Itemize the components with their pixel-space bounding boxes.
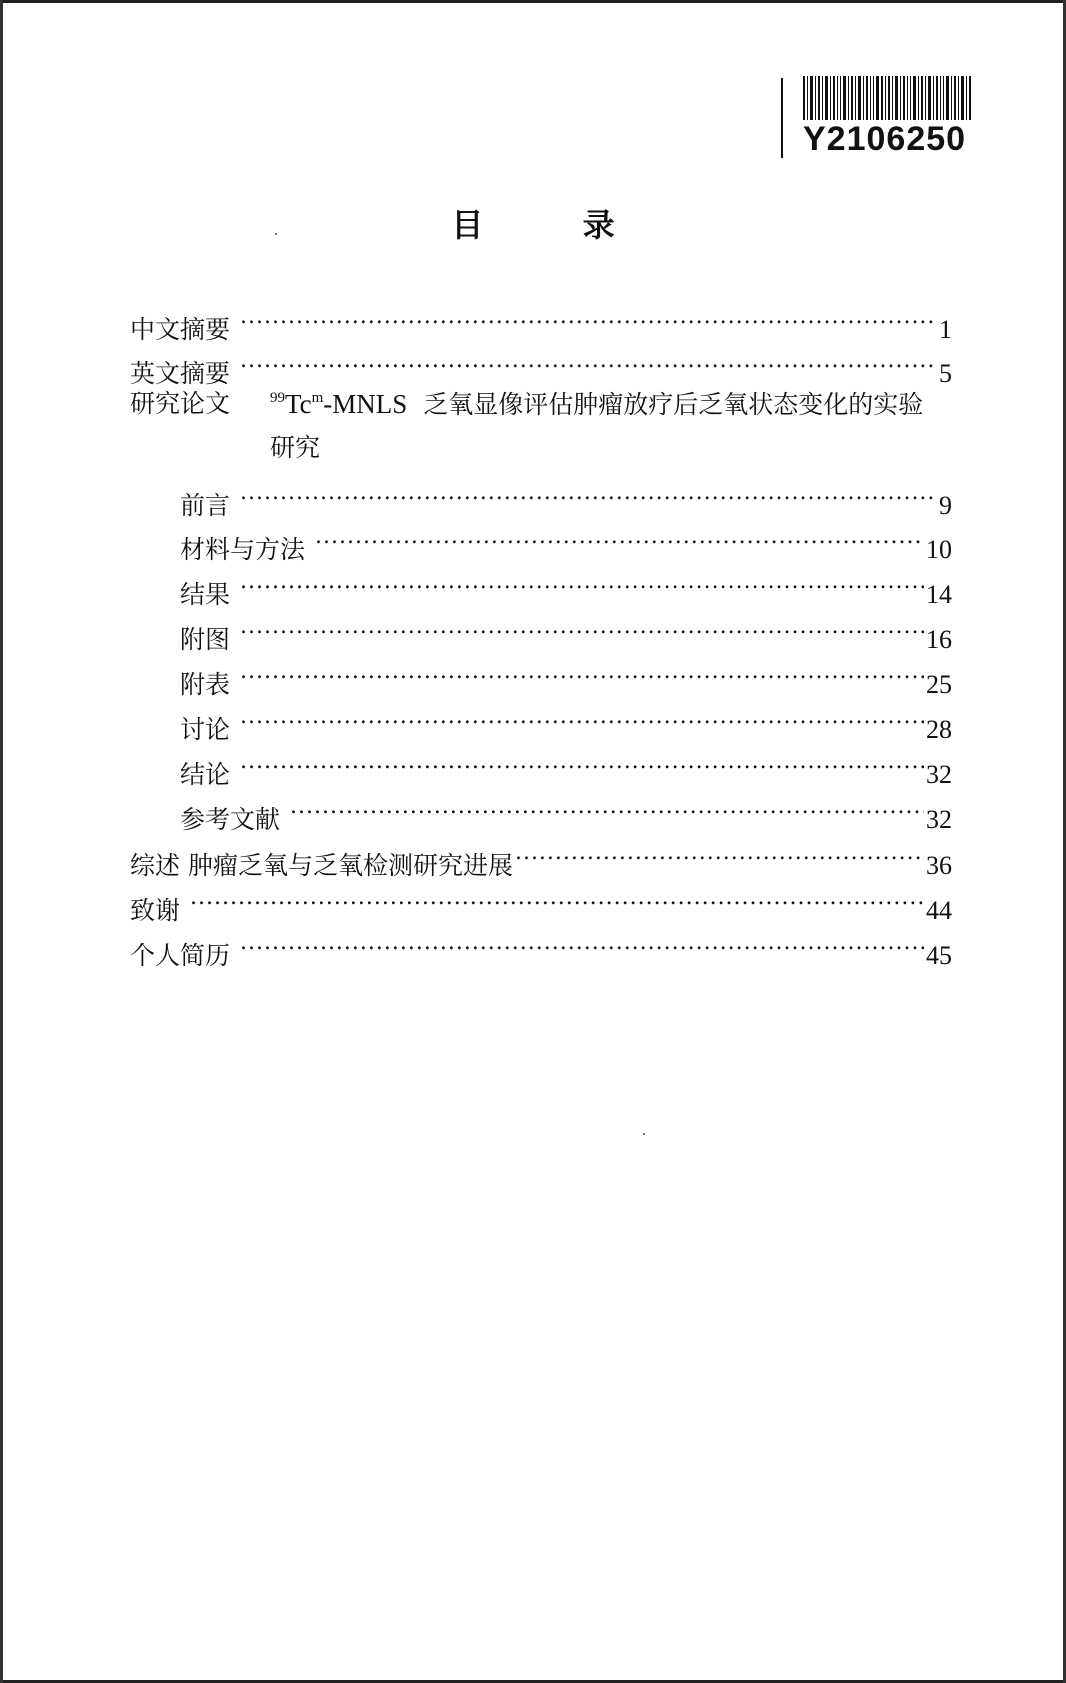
toc-entry-label: 个人简历: [130, 941, 231, 970]
toc-entry-label: 结果: [180, 580, 231, 609]
research-title: [270, 382, 960, 462]
toc-entry-label: 结论: [180, 760, 231, 789]
toc-entry-label: 致谢: [130, 896, 181, 925]
page-edge-left: [0, 0, 3, 1683]
toc-subentry[interactable]: [180, 514, 952, 564]
research-label: 研究论文: [130, 389, 231, 418]
toc-leader: [240, 559, 924, 603]
toc-subentry[interactable]: [180, 784, 952, 834]
toc-leader: [240, 604, 924, 648]
toc-leader: [240, 338, 937, 382]
page-edge-top: [0, 0, 1066, 3]
toc-entry-label: 参考文献: [180, 805, 281, 834]
compound-name: -MNLS: [323, 389, 408, 419]
isotope-mass-number: 99: [270, 390, 285, 406]
toc-entry-label: 综述 肿瘤乏氧与乏氧检测研究进展: [130, 851, 513, 880]
toc-page-number: 32: [926, 760, 952, 789]
toc-entry-label: 前言: [180, 491, 231, 520]
toc-leader: [240, 739, 924, 783]
toc-page-number: 10: [926, 535, 952, 564]
isotope-metastable: m: [311, 390, 324, 406]
toc-subentry[interactable]: [180, 559, 952, 609]
toc-leader: [240, 649, 924, 693]
toc-page-number: 25: [926, 670, 952, 699]
toc-page-number: 45: [926, 941, 952, 970]
toc-page-number: 5: [939, 359, 952, 388]
toc-entry-chinese-abstract[interactable]: [130, 294, 952, 344]
toc-leader: [190, 875, 924, 919]
toc-page-number: 16: [926, 625, 952, 654]
toc-entry-label: 材料与方法: [180, 535, 306, 564]
element-symbol: Tc: [285, 389, 312, 419]
toc-entry-english-abstract[interactable]: [130, 338, 952, 388]
toc-leader: [290, 784, 924, 828]
toc-page-number: 14: [926, 580, 952, 609]
toc-leader: [240, 694, 924, 738]
research-title-line1: [270, 390, 923, 419]
toc-leader: [240, 470, 937, 514]
toc-leader: [315, 514, 924, 558]
barcode-stamp: [781, 72, 981, 162]
toc-entry-review[interactable]: [130, 830, 952, 880]
toc-subentry[interactable]: [180, 739, 952, 789]
speck: [643, 1133, 645, 1135]
toc-subentry[interactable]: [180, 604, 952, 654]
page-title: 目 录: [451, 206, 659, 244]
toc-entry-acknowledgements[interactable]: [130, 875, 952, 925]
toc-page-number: 28: [926, 715, 952, 744]
toc-leader: [515, 830, 924, 874]
toc-leader: [240, 920, 924, 964]
toc-page-number: 1: [939, 315, 952, 344]
toc-page-number: 36: [926, 851, 952, 880]
toc-page-number: 32: [926, 805, 952, 834]
toc-entry-label: 附表: [180, 670, 231, 699]
toc-page-number: 44: [926, 896, 952, 925]
toc-leader: [240, 294, 937, 338]
toc-entry-label: 附图: [180, 625, 231, 654]
research-title-line2: 研究: [270, 433, 321, 462]
toc-subentry[interactable]: [180, 470, 952, 520]
toc-subentry[interactable]: [180, 649, 952, 699]
speck: [275, 233, 277, 235]
toc-entry-label: 讨论: [180, 715, 231, 744]
barcode-number: Y2106250: [803, 120, 967, 158]
barcode-icon: [803, 76, 971, 120]
barcode-divider: [781, 78, 783, 158]
research-title-text: 乏氧显像评估肿瘤放疗后乏氧状态变化的实验: [423, 390, 924, 419]
toc-entry-label: 英文摘要: [130, 359, 231, 388]
toc-entry-cv[interactable]: [130, 920, 952, 970]
toc-page-number: 9: [939, 491, 952, 520]
toc-subentry[interactable]: [180, 694, 952, 744]
toc-entry-label: 中文摘要: [130, 315, 231, 344]
